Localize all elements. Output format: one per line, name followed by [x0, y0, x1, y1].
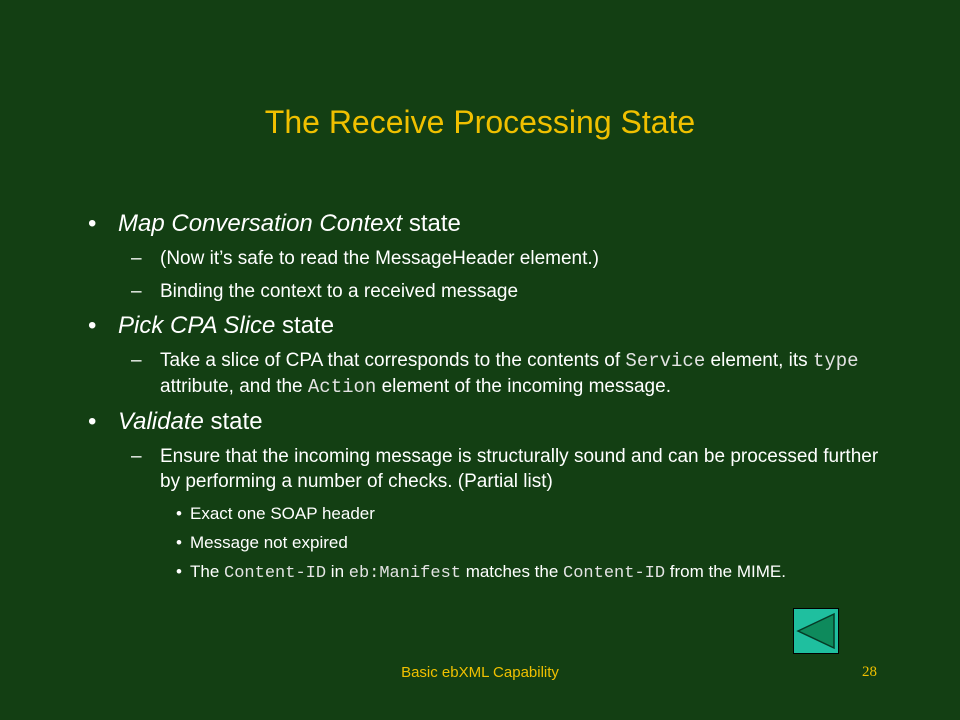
bullet-dot: •	[88, 312, 97, 339]
page-number: 28	[862, 664, 877, 680]
sub-bullet	[88, 444, 888, 494]
slide-content	[88, 210, 888, 591]
bullet-rest: state	[203, 408, 263, 435]
bullet-validate	[88, 408, 888, 436]
text-run: The	[190, 562, 225, 581]
dash-marker: –	[131, 350, 142, 371]
code-action: Action	[307, 376, 377, 398]
code-service: Service	[625, 350, 706, 372]
dash-marker: –	[131, 446, 142, 467]
text-run: Take a slice of CPA that corresponds to the contents of	[160, 350, 626, 371]
check-item	[88, 531, 888, 554]
text-run: in	[326, 562, 349, 581]
triangle-left-icon	[794, 609, 838, 653]
text-run: element, its	[705, 350, 813, 371]
bullet-rest: state	[402, 210, 461, 237]
bullet-dot: •	[176, 504, 182, 523]
bullet-italic: Validate	[118, 408, 204, 435]
bullet-dot: •	[176, 533, 182, 552]
bullet-dot: •	[176, 562, 182, 581]
bullet-rest: state	[275, 312, 335, 339]
previous-slide-button[interactable]	[793, 608, 839, 654]
text-run: element of the incoming message.	[376, 376, 671, 397]
dash-marker: –	[131, 281, 142, 302]
sub-bullet	[88, 279, 888, 304]
text-run: attribute, and the	[160, 376, 308, 397]
dash-marker: –	[131, 248, 142, 269]
code-content-id: Content-ID	[563, 564, 666, 583]
sub-bullet	[88, 246, 888, 271]
code-type: type	[812, 350, 859, 372]
code-content-id: Content-ID	[224, 564, 327, 583]
code-eb-manifest: eb:Manifest	[348, 564, 461, 583]
bullet-pick-cpa	[88, 312, 888, 340]
text-run: matches the	[460, 562, 564, 581]
slide-title: The Receive Processing State	[264, 104, 696, 140]
check-item	[88, 560, 888, 585]
check-text: Exact one SOAP header	[190, 504, 375, 523]
check-item	[88, 502, 888, 525]
check-text: Message not expired	[190, 533, 348, 552]
bullet-map-context	[88, 210, 888, 238]
bullet-italic: Pick CPA Slice	[118, 312, 276, 339]
sub-bullet-text: Ensure that the incoming message is structurally sound and can be processed further by performing a number of checks. (Partial list)	[160, 446, 879, 492]
bullet-dot: •	[88, 210, 97, 237]
sub-bullet-text: (Now it’s safe to read the MessageHeader element.)	[160, 248, 599, 269]
bullet-dot: •	[88, 408, 97, 435]
slide-footer: Basic ebXML Capability	[401, 664, 559, 681]
text-run: from the MIME.	[665, 562, 786, 581]
sub-bullet	[88, 348, 888, 400]
bullet-italic: Map Conversation Context	[118, 210, 403, 237]
sub-bullet-text: Binding the context to a received message	[160, 281, 519, 302]
